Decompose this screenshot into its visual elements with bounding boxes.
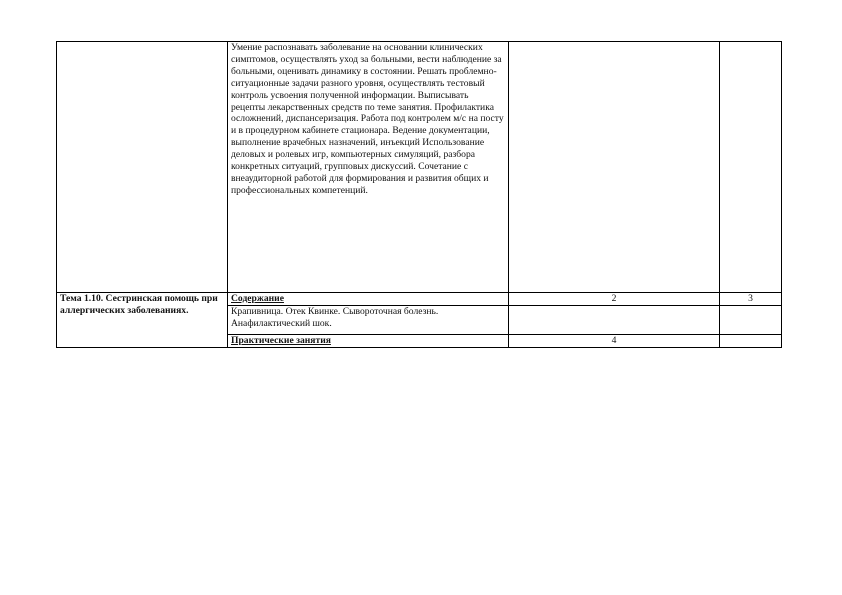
table-row	[57, 42, 782, 293]
description-cell	[228, 42, 509, 293]
content-level: 3	[720, 293, 782, 306]
level-cell-empty	[720, 335, 782, 348]
content-label: Содержание	[228, 293, 509, 306]
practical-hours: 4	[509, 335, 720, 348]
topic-cell	[57, 293, 228, 348]
continuation-text: Умение распознавать заболевание на основании клинических симптомов, осуществлять уход за больными, вести наблюдение за больными, оценивать динамику в состоянии. Решать проблемно-ситуационные задачи разного уровня, осуществлять тестовый контроль усвоения полученной информации. Выписывать рецепты лекарственных средств по теме занятия. Профилактика осложнений, диспансеризация. Работа под контролем м/с на посту и в процедурном кабинете стационара. Ведение документации, выполнение врачебных назначений, инъекций Использование деловых и ролевых игр, компьютерных симуляций, разбора конкретных ситуаций, групповых дискуссий. Сочетание с внеаудиторной работой для формирования и развития общих и профессиональных компетенций.	[231, 42, 504, 196]
practical-label: Практические занятия	[228, 335, 509, 348]
table-row	[57, 293, 782, 306]
level-cell-empty	[720, 42, 782, 293]
content-text-cell	[228, 306, 509, 335]
level-cell-empty	[720, 306, 782, 335]
hours-cell-empty	[509, 306, 720, 335]
hours-cell-empty	[509, 42, 720, 293]
topic-title: Тема 1.10. Сестринская помощь при аллергических заболеваниях.	[60, 293, 218, 316]
topic-cell-empty	[57, 42, 228, 293]
curriculum-table	[56, 41, 782, 348]
content-text: Крапивница. Отек Квинке. Сывороточная болезнь. Анафилактический шок.	[231, 306, 439, 329]
content-hours: 2	[509, 293, 720, 306]
